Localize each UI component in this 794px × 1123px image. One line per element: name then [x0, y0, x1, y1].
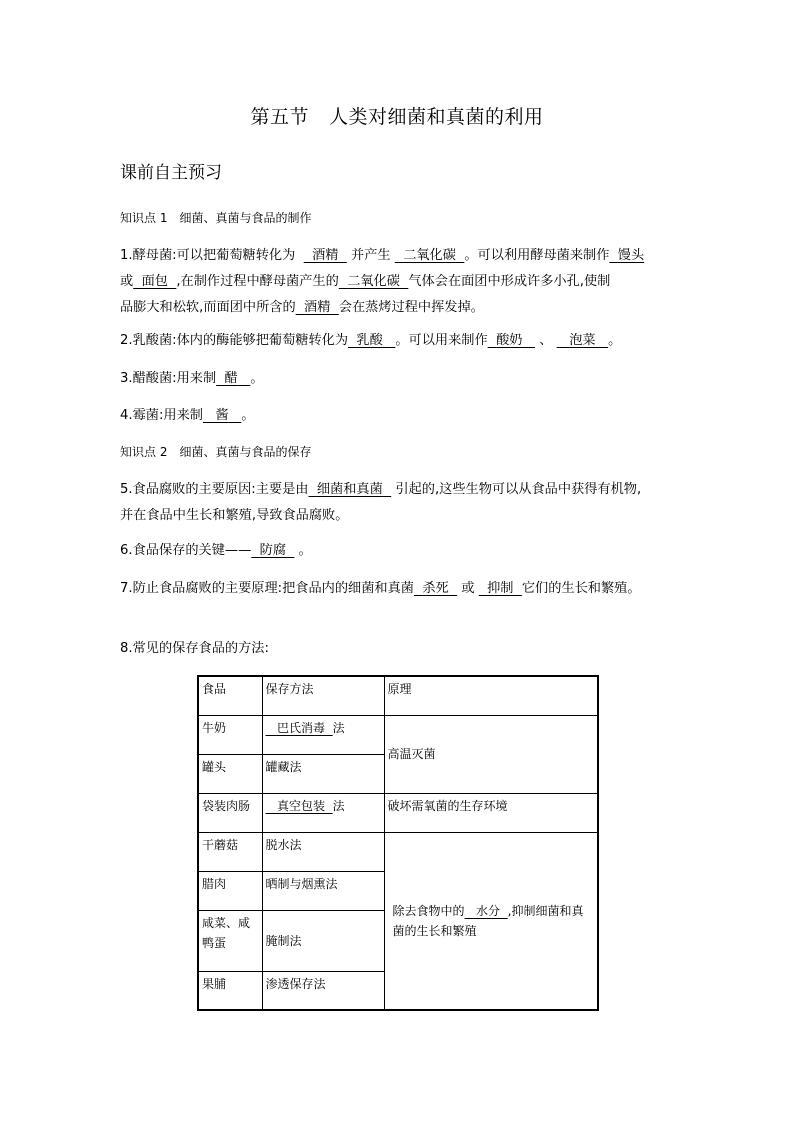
question-3 [120, 366, 690, 392]
principle-cell: 高温灭菌 [384, 715, 598, 793]
food-cell: 袋装肉肠 [198, 793, 262, 832]
table-row [198, 793, 598, 832]
table-row [198, 832, 598, 871]
q1-text: 气体会在面团中形成许多小孔,使制 [408, 274, 611, 289]
q5-text: 引起的,这些生物可以从食品中获得有机物, [395, 482, 642, 497]
q2-text: 2.乳酸菌:体内的酶能够把葡萄糖转化为 [120, 333, 349, 348]
q1-text: 品膨大和松软,而面团中所含的 [120, 300, 296, 315]
question-2 [120, 328, 690, 354]
q6-text: 6.食品保存的关键—— [120, 543, 252, 558]
method-cell: 真空包装 法 [262, 793, 384, 832]
answer-blank: 酸奶 [496, 333, 523, 348]
question-1 [120, 243, 690, 321]
answer-blank: 真空包装 [276, 798, 325, 813]
answer-blank: 面包 [141, 274, 168, 289]
title-text: 人类对细菌和真菌的利用 [329, 106, 544, 128]
q2-text: 。 [608, 333, 622, 348]
question-8: 8.常见的保存食品的方法: [120, 641, 269, 656]
knowledge-point-2 [120, 443, 311, 461]
method-cell: 渗透保存法 [262, 971, 384, 1010]
principle-cell: 除去食物中的 水分 ,抑制细菌和真菌的生长和繁殖 [384, 832, 598, 1010]
food-cell: 咸菜、咸鸭蛋 [198, 910, 262, 971]
food-cell: 罐头 [198, 754, 262, 793]
food-cell: 腊肉 [198, 871, 262, 910]
answer-blank: 巴氏消毒 [276, 720, 325, 735]
table-header: 保存方法 [262, 676, 384, 715]
q3-text: 。 [250, 371, 264, 386]
q1-text: 会在蒸烤过程中挥发掉。 [338, 300, 484, 315]
answer-blank: 二氧化碳 [347, 274, 400, 289]
preservation-table [197, 675, 599, 1011]
q1-text: 并产生 [351, 248, 391, 263]
q1-text: 。可以利用酵母菌来制作 [464, 248, 610, 263]
q2-text: 、 [539, 333, 553, 348]
q1-text: 或 [120, 274, 134, 289]
food-cell: 干蘑菇 [198, 832, 262, 871]
table-header: 原理 [384, 676, 598, 715]
answer-blank: 醋 [224, 371, 238, 386]
q7-text: 7.防止食品腐败的主要原理:把食品内的细菌和真菌 [120, 581, 414, 596]
table-header: 食品 [198, 676, 262, 715]
q1-text: 1.酵母菌:可以把葡萄糖转化为 [120, 248, 296, 263]
food-cell: 牛奶 [198, 715, 262, 754]
answer-blank: 酒精 [304, 300, 331, 315]
q4-text: 4.霉菌:用来制 [120, 408, 203, 423]
answer-blank: 馒头 [617, 248, 645, 263]
q2-text: 。可以用来制作 [395, 333, 488, 348]
answer-blank: 水分 [475, 903, 500, 918]
knowledge-point-1 [120, 209, 311, 227]
kp-number: 知识点 1 [120, 211, 168, 225]
kp-number: 知识点 2 [120, 445, 168, 459]
table-header-row [198, 676, 598, 715]
kp-text: 细菌、真菌与食品的保存 [179, 445, 312, 459]
q6-text: 。 [298, 543, 312, 558]
method-cell: 晒制与烟熏法 [262, 871, 384, 910]
table-row [198, 715, 598, 754]
question-6 [120, 538, 690, 564]
q7-text: 它们的生长和繁殖。 [521, 581, 641, 596]
principle-cell: 破坏需氧菌的生存环境 [384, 793, 598, 832]
q7-text: 或 [461, 581, 475, 596]
answer-blank: 杀死 [422, 581, 449, 596]
answer-blank: 二氧化碳 [403, 248, 456, 263]
q5-text: 并在食品中生长和繁殖,导致食品腐败。 [120, 508, 349, 523]
answer-blank: 防腐 [259, 543, 287, 558]
q3-text: 3.醋酸菌:用来制 [120, 371, 217, 386]
answer-blank: 细菌和真菌 [316, 482, 383, 497]
method-cell: 脱水法 [262, 832, 384, 871]
method-cell: 罐藏法 [262, 754, 384, 793]
section-heading: 课前自主预习 [120, 163, 222, 183]
answer-blank: 酒精 [312, 248, 339, 263]
answer-blank: 乳酸 [356, 333, 383, 348]
page-title [0, 104, 794, 130]
answer-blank: 抑制 [487, 581, 514, 596]
food-cell: 果脯 [198, 971, 262, 1010]
title-section-number: 第五节 [250, 106, 309, 128]
answer-blank: 酱 [215, 408, 229, 423]
kp-text: 细菌、真菌与食品的制作 [179, 211, 312, 225]
method-cell: 腌制法 [262, 910, 384, 971]
question-5 [120, 477, 690, 529]
question-7 [120, 576, 690, 602]
q1-text: ,在制作过程中酵母菌产生的 [176, 274, 339, 289]
q4-text: 。 [241, 408, 255, 423]
answer-blank: 泡菜 [569, 333, 596, 348]
q5-text: 5.食品腐败的主要原因:主要是由 [120, 482, 309, 497]
method-cell: 巴氏消毒 法 [262, 715, 384, 754]
question-4 [120, 403, 690, 429]
